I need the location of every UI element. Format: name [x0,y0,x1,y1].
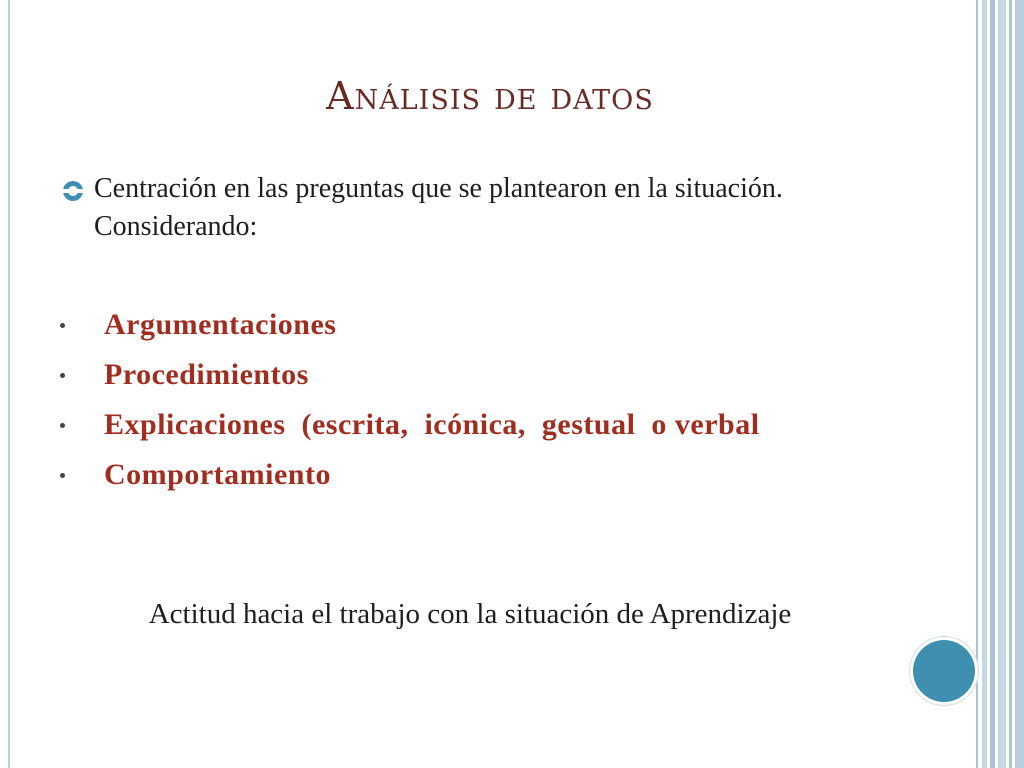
border-stripe [998,0,1006,768]
pushpin-icon [60,178,86,204]
list-item-label: Explicaciones (escrita, icónica, gestual o verbal [104,408,760,441]
dot-bullet-icon [60,423,65,428]
dot-bullet-icon [60,473,65,478]
border-stripe [990,0,995,768]
list-item [60,355,880,395]
intro-text: Centración en las preguntas que se plantearon en la situación. Considerando: [94,173,783,242]
list-item-label: Procedimientos [104,358,309,391]
list-item [60,405,880,445]
considerations-list [60,305,880,505]
slide-title: Análisis de datos [326,74,654,118]
closing-statement: Actitud hacia el trabajo con la situación de Aprendizaje [148,598,792,630]
list-item [60,305,880,345]
dot-bullet-icon [60,323,65,328]
dot-bullet-icon [60,373,65,378]
border-stripe [1009,0,1012,768]
right-border-stripes [976,0,1024,768]
decorative-circle [913,640,975,702]
list-item [60,455,880,495]
intro-paragraph [60,170,890,246]
border-stripe [982,0,987,768]
border-stripe [1015,0,1024,768]
list-item-label: Comportamiento [104,458,331,491]
list-item-label: Argumentaciones [104,308,337,341]
